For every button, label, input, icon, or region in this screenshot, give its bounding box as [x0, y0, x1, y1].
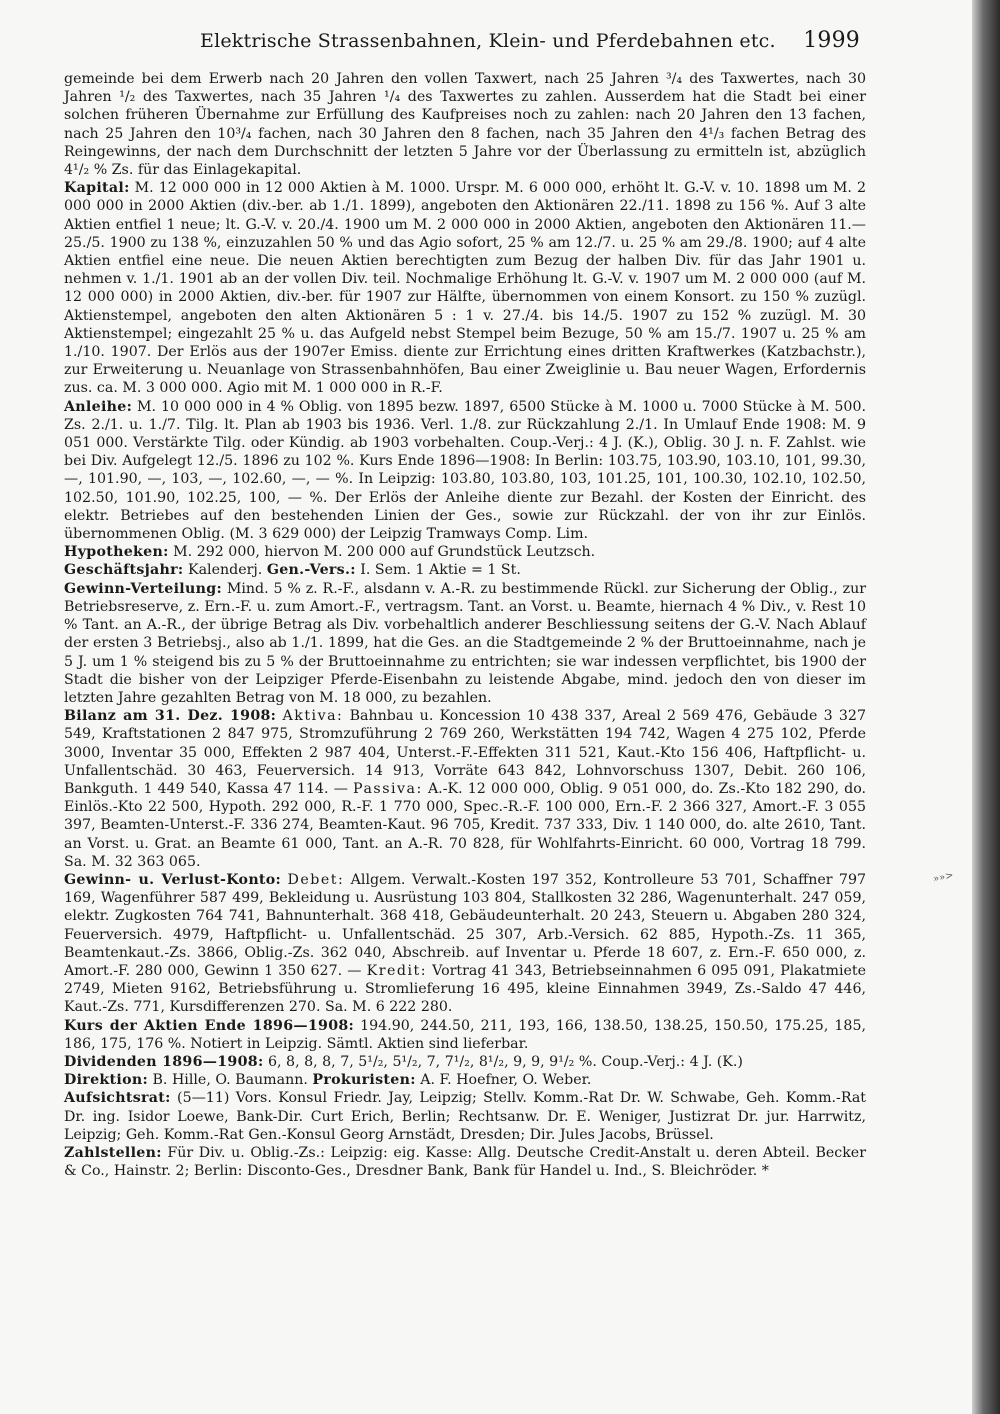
paragraph-aufsichtsrat: Aufsichtsrat: (5—11) Vors. Konsul Friedr. Jay, Leipzig; Stellv. Komm.-Rat Dr. W. Schwabe, Geh. Komm.-Rat Dr. ing. Isidor Loewe, Bank-Dir. Curt Erich, Berlin; Rechtsanw. Dr. E. Weniger, Justizrat Dr. jur. Harrwitz, Leipzig; Geh. Komm.-Rat Gen.-Konsul Georg Arnstädt, Dresden; Dir. Jules Jacobs, Brüssel. [64, 1090, 866, 1143]
section-label: Hypotheken: [64, 544, 169, 561]
section-label: Kurs der Aktien Ende 1896—1908: [64, 1017, 355, 1034]
section-label: Zahlstellen: [64, 1144, 162, 1161]
paragraph-kurs: Kurs der Aktien Ende 1896—1908: 194.90, 244.50, 211, 193, 166, 138.50, 138.25, 150.50, 175.25, 185, 186, 175, 176 %. Notiert in Leipzig. Sämtl. Aktien sind lieferbar. [64, 1017, 866, 1052]
section-label: Gewinn-Verteilung: [64, 580, 222, 597]
section-label: Kapital: [64, 180, 130, 197]
section-label: Bilanz am 31. Dez. 1908: [64, 708, 277, 725]
paragraph-gewinn-verlust: Gewinn- u. Verlust-Konto: Debet: Allgem. Verwalt.-Kosten 197 352, Kontrolleure 53 701, Schaffner 797 169, Wagenführer 587 499, Bekleidung u. Ausrüstung 103 804, Stallkosten 32 286, Wagenunterhalt. 247 059, elektr. Zugkosten 764 741, Bahnunterhalt. 368 418, Gebäudeunterhalt. 20 243, Steuern u. Abgaben 280 324, Feuerversich. 4979, Haftpflicht- u. Unfallentschäd. 25 307, Arb.-Versich. 62 885, Hypoth.-Zs. 11 365, Beamtenkaut.-Zs. 3866, Oblig.-Zs. 362 040, Abschreib. auf Inventar u. Pferde 18 607, z. Ern.-F. 650 000, z. Amort.-F. 280 000, Gewinn 1 350 627. — Kredit: Vortrag 41 343, Betriebseinnahmen 6 095 091, Plakatmiete 2749, Mieten 9162, Betriebsführung u. Stromlieferung 16 495, kleine Einnahmen 3949, Zs.-Saldo 47 446, Kaut.-Zs. 771, Kursdifferenzen 270. Sa. M. 6 222 280. [64, 871, 866, 1016]
running-header [100, 28, 860, 53]
section-label: Prokuristen: [312, 1072, 416, 1089]
binding-gutter [972, 0, 1000, 1414]
section-label: Gewinn- u. Verlust-Konto: [64, 871, 282, 888]
section-label: Gen.-Vers.: [266, 562, 356, 579]
paragraph-hypotheken: Hypotheken: M. 292 000, hiervon M. 200 000 auf Grundstück Leutzsch. [64, 544, 596, 561]
section-label: Geschäftsjahr: [64, 562, 184, 579]
page-number: 1999 [803, 28, 860, 53]
paragraph-zahlstellen: Zahlstellen: Für Div. u. Oblig.-Zs.: Leipzig: eig. Kasse: Allg. Deutsche Credit-Anstalt u. deren Abteil. Becker & Co., Hainstr. 2; Berlin: Disconto-Ges., Dresdner Bank, Bank für Handel u. Ind., S. Bleichröder. * [64, 1144, 866, 1180]
subsection-label: Aktiva: [282, 708, 344, 725]
margin-mark: »»> [932, 869, 955, 886]
paragraph-direktion: Direktion: B. Hille, O. Baumann. Prokuristen: A. F. Hoefner, O. Weber. [64, 1072, 592, 1089]
section-label: Direktion: [64, 1072, 148, 1089]
subsection-label: Kredit: [366, 962, 427, 979]
document-body [64, 70, 866, 1180]
section-label: Dividenden 1896—1908: [64, 1053, 264, 1070]
paragraph-bilanz: Bilanz am 31. Dez. 1908: Aktiva: Bahnbau u. Koncession 10 438 337, Areal 2 569 476, Gebäude 3 327 549, Kraftstationen 2 847 975, Stromzuführung 2 769 260, Werkstätten 194 742, Wagen 4 275 102, Pferde 3000, Inventar 35 000, Effekten 2 987 404, Unterst.-F.-Effekten 311 521, Kaut.-Kto 156 406, Haftpflicht- u. Unfallentschäd. 30 463, Feuerversich. 14 913, Vorräte 643 842, Lohnvorschuss 1307, Debit. 260 106, Bankguth. 1 449 540, Kassa 47 114. — Passiva: A.-K. 12 000 000, Oblig. 9 051 000, do. Zs.-Kto 182 290, do. Einlös.-Kto 22 500, Hypoth. 292 000, R.-F. 1 770 000, Spec.-R.-F. 100 000, Ern.-F. 2 366 327, Amort.-F. 3 055 397, Beamten-Unterst.-F. 336 274, Beamten-Kaut. 96 705, Kredit. 737 333, Div. 1 140 000, do. alte 2610, Tant. an Vorst. u. Grat. an Beamte 61 000, Tant. an A.-R. 70 828, für Wohlfahrts-Einricht. 60 000, Vortrag 18 799. Sa. M. 32 363 065. [64, 708, 866, 870]
paragraph-kapital: Kapital: M. 12 000 000 in 12 000 Aktien à M. 1000. Urspr. M. 6 000 000, erhöht lt. G.-V. v. 10. 1898 um M. 2 000 000 in 2000 Aktien (div.-ber. ab 1./1. 1899), angeboten den Aktionären 22./11. 1898 zu 156 %. Auf 3 alte Aktien entfiel 1 neue; lt. G.-V. v. 20./4. 1900 um M. 2 000 000 in 2000 Aktien, angeboten den Aktionären 11.—25./5. 1900 zu 138 %, einzuzahlen 50 % und das Agio sofort, 25 % am 12./7. u. 25 % am 29./8. 1900; auf 4 alte Aktien entfiel eine neue. Die neuen Aktien berechtigten zum Bezug der halben Div. für das Jahr 1901 u. nehmen v. 1./1. 1901 ab an der vollen Div. teil. Nochmalige Erhöhung lt. G.-V. v. 1907 um M. 2 000 000 (auf M. 12 000 000) in 2000 Aktien, div.-ber. für 1907 zur Hälfte, übernommen von einem Konsort. zu 150 % zuzügl. Aktienstempel, angeboten den alten Aktionären 5 : 1 v. 27./4. bis 14./5. 1907 zu 152 % zuzügl. M. 30 Aktienstempel; eingezahlt 25 % u. das Aufgeld nebst Stempel beim Bezuge, 50 % am 15./7. 1907 u. 25 % am 1./10. 1907. Der Erlös aus der 1907er Emiss. diente zur Errichtung eines dritten Kraftwerkes (Katzbachstr.), zur Erweiterung u. Neuanlage von Strassenbahnhöfen, Bau einer Zweiglinie u. Bau neuer Wagen, Erfordernis zus. ca. M. 3 000 000. Agio mit M. 1 000 000 in R.-F. [64, 180, 866, 397]
paragraph-gewinn-verteilung: Gewinn-Verteilung: Mind. 5 % z. R.-F., alsdann v. A.-R. zu bestimmende Rückl. zur Sicherung der Oblig., zur Betriebsreserve, z. Ern.-F. u. zum Amort.-F., vertragsm. Tant. an Vorst. u. Beamte, hiernach 4 % Div., v. Rest 10 % Tant. an A.-R., der übrige Betrag als Div. vorbehaltlich anderer Beschliessung seitens der G.-V. Nach Ablauf der ersten 3 Betriebsj., also ab 1./1. 1899, hat die Ges. an die Stadtgemeinde 2 % der Bruttoeinnahme, nach je 5 J. um 1 % steigend bis zu 5 % der Bruttoeinnahme zu entrichten; sie war indessen verpflichtet, bis 1900 der Stadt die bisher von der Leipziger Pferde-Eisenbahn zu leistende Abgabe, mind. jedoch den von dieser im letzten Jahre gezahlten Betrag von M. 18 000, zu bezahlen. [64, 580, 866, 706]
section-label: Anleihe: [64, 398, 133, 415]
subsection-label: Passiva: [353, 780, 423, 797]
subsection-label: Debet: [287, 871, 345, 888]
header-title: Elektrische Strassenbahnen, Klein- und Pferdebahnen etc. [200, 30, 776, 52]
section-label: Aufsichtsrat: [64, 1090, 171, 1107]
paragraph-intro: gemeinde bei dem Erwerb nach 20 Jahren den vollen Taxwert, nach 25 Jahren ³/₄ des Taxwertes, nach 30 Jahren ¹/₂ des Taxwertes, nach 35 Jahren ¹/₄ des Taxwertes zu zahlen. Ausserdem hat die Stadt bei einer solchen früheren Übernahme zur Erfüllung des Kaufpreises noch zu zahlen: nach 20 Jahren den 13 fachen, nach 25 Jahren den 10³/₄ fachen, nach 30 Jahren den 8 fachen, nach 35 Jahren den 4¹/₃ fachen Betrag des Reingewinns, der nach dem Durchschnitt der letzten 5 Jahre vor der Überlassung zu ermitteln ist, abzüglich 4¹/₂ % Zs. für das Einlagekapital. [64, 71, 866, 179]
paragraph-dividenden: Dividenden 1896—1908: 6, 8, 8, 8, 7, 5¹/₂, 5¹/₂, 7, 7¹/₂, 8¹/₂, 9, 9, 9¹/₂ %. Coup.-Verj.: 4 J. (K.) [64, 1053, 743, 1070]
paragraph-geschaeftsjahr: Geschäftsjahr: Kalenderj. Gen.-Vers.: I. Sem. 1 Aktie = 1 St. [64, 562, 521, 579]
paragraph-anleihe: Anleihe: M. 10 000 000 in 4 % Oblig. von 1895 bezw. 1897, 6500 Stücke à M. 1000 u. 7000 Stücke à M. 500. Zs. 2./1. u. 1./7. Tilg. lt. Plan ab 1903 bis 1936. Verl. 1./8. zur Rückzahlung 2./1. In Umlauf Ende 1908: M. 9 051 000. Verstärkte Tilg. oder Kündig. ab 1903 vorbehalten. Coup.-Verj.: 4 J. (K.), Oblig. 30 J. n. F. Zahlst. wie bei Div. Aufgelegt 12./5. 1896 zu 102 %. Kurs Ende 1896—1908: In Berlin: 103.75, 103.90, 103.10, 101, 99.30, —, 101.90, —, 103, —, 102.60, —, — %. In Leipzig: 103.80, 103.80, 103, 101.25, 101, 100.30, 102.10, 102.50, 102.50, 101.90, 102.25, 100, — %. Der Erlös der Anleihe diente zur Bezahl. der Kosten der Einricht. des elektr. Betriebes auf den bestehenden Linien der Ges., sowie zur Rückzahl. der von ihr zur Einlös. übernommenen Oblig. (M. 3 629 000) der Leipzig Tramways Comp. Lim. [64, 398, 866, 543]
